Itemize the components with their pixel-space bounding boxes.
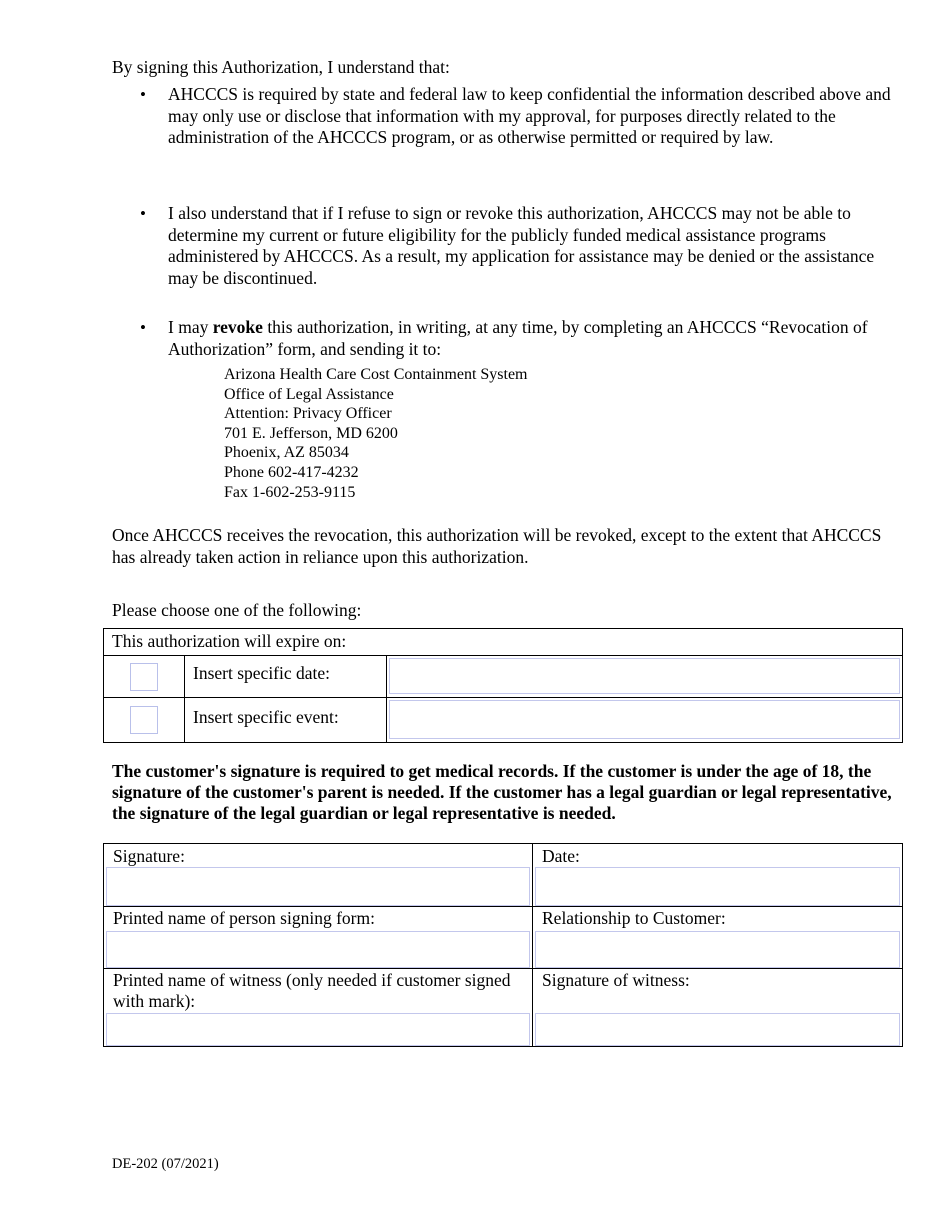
signature-table <box>103 843 903 1047</box>
revocation-note: Once AHCCCS receives the revocation, this authorization will be revoked, except to the extent that AHCCCS has already taken action in reliance upon this authorization. <box>112 525 882 567</box>
expiry-event-checkbox[interactable] <box>130 706 158 734</box>
address-fax: Fax 1-602-253-9115 <box>224 483 356 501</box>
form-number: DE-202 (07/2021) <box>112 1156 219 1172</box>
address-line: Office of Legal Assistance <box>224 385 394 403</box>
bullet-revoke: I may revoke this authorization, in writing, at any time, by completing an AHCCCS “Revocation of Authorization” form, and sending it to: <box>168 317 868 359</box>
mailing-address <box>224 365 528 502</box>
witness-name-label: Printed name of witness (only needed if customer signed with mark): <box>113 970 511 1011</box>
relationship-label: Relationship to Customer: <box>542 908 726 928</box>
expiry-header: This authorization will expire on: <box>104 629 903 656</box>
intro-text: By signing this Authorization, I understand that: <box>112 57 450 77</box>
expiry-date-input[interactable] <box>389 658 900 694</box>
bullet-refusal: I also understand that if I refuse to sign or revoke this authorization, AHCCCS may not be able to determine my current or future eligibility for the publicly funded medical assistance programs administered by AHCCCS. As a result, my application for assistance may be denied or the assistance may be discontinued. <box>168 203 875 288</box>
address-line: 701 E. Jefferson, MD 6200 <box>224 424 398 442</box>
bullet-icon: • <box>140 85 146 104</box>
printed-name-input[interactable] <box>106 931 530 968</box>
choose-prompt: Please choose one of the following: <box>112 600 362 620</box>
date-input[interactable] <box>535 867 900 906</box>
expiry-event-input[interactable] <box>389 700 900 739</box>
witness-signature-input[interactable] <box>535 1013 900 1046</box>
address-phone: Phone 602-417-4232 <box>224 463 359 481</box>
signature-input[interactable] <box>106 867 530 906</box>
witness-name-input[interactable] <box>106 1013 530 1046</box>
expiry-table <box>103 628 903 743</box>
expiry-date-checkbox[interactable] <box>130 663 158 691</box>
signature-label: Signature: <box>113 846 185 866</box>
witness-signature-label: Signature of witness: <box>542 970 690 990</box>
bullet-icon: • <box>140 318 146 337</box>
revoke-emphasis: revoke <box>212 317 263 337</box>
address-line: Arizona Health Care Cost Containment System <box>224 366 528 383</box>
expiry-date-label: Insert specific date: <box>185 656 387 698</box>
bullet-confidentiality: AHCCCS is required by state and federal law to keep confidential the information described above and may only use or disclose that information with my approval, for purposes directly related to the administration of the AHCCCS program, or as otherwise permitted or required by law. <box>168 84 891 147</box>
date-label: Date: <box>542 846 580 866</box>
bullet-icon: • <box>140 204 146 223</box>
address-line: Attention: Privacy Officer <box>224 405 392 423</box>
relationship-input[interactable] <box>535 931 900 968</box>
address-line: Phoenix, AZ 85034 <box>224 444 349 462</box>
expiry-event-label: Insert specific event: <box>185 698 387 743</box>
printed-name-label: Printed name of person signing form: <box>113 908 375 928</box>
signature-notice: The customer's signature is required to get medical records. If the customer is under the age of 18, the signature of the customer's parent is needed. If the customer has a legal guardian or legal representative, the signature of the legal guardian or legal representative is needed. <box>112 761 892 823</box>
